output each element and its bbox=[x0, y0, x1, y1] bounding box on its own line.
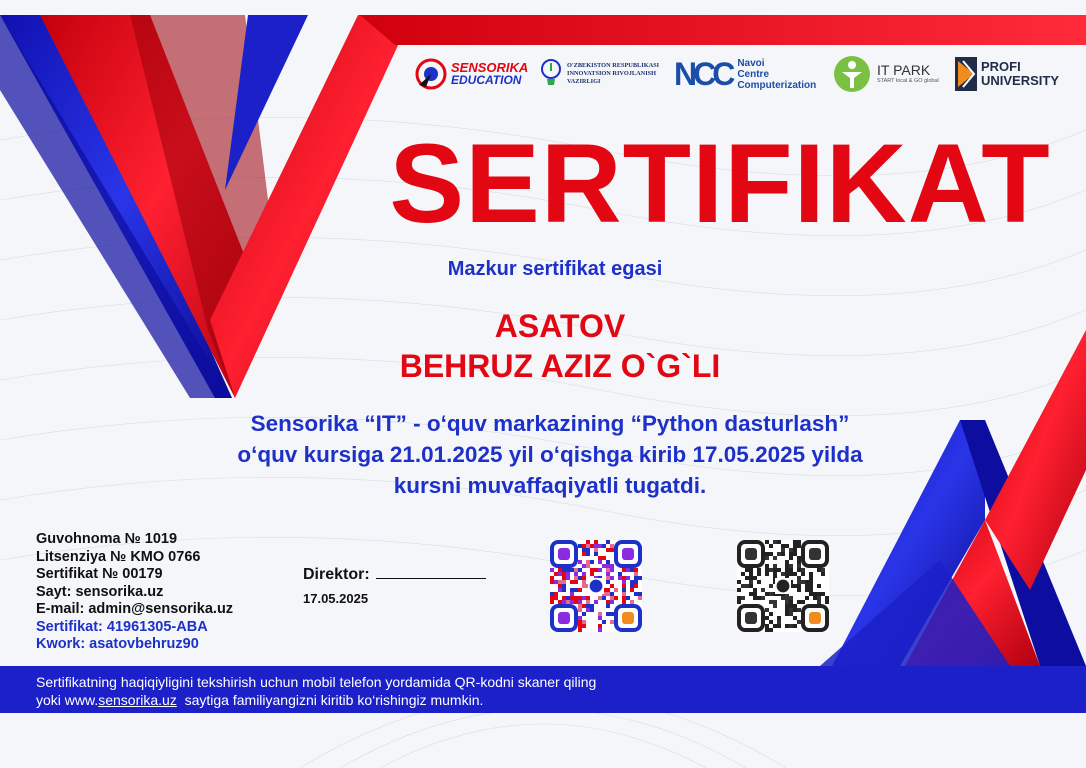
qr-code-color-icon[interactable] bbox=[550, 540, 642, 632]
certificate-title: SERTIFIKAT bbox=[389, 121, 1051, 246]
itpark-logo-icon bbox=[832, 54, 872, 94]
recipient-surname: ASATOV bbox=[494, 308, 626, 344]
sensorika-bottom-text: EDUCATION bbox=[451, 73, 522, 87]
sensorika-logo bbox=[414, 52, 532, 96]
ministry-line1: O'ZBEKISTON RESPUBLIKASI bbox=[567, 62, 660, 69]
itpark-tagline: START local & GO global bbox=[877, 78, 939, 84]
website-text: Sayt: sensorika.uz bbox=[36, 583, 164, 600]
footer-line2-post: saytiga familiyangizni kiritib ko‘rishingiz mumkin. bbox=[176, 692, 484, 708]
ncc-line1: Navoi bbox=[737, 57, 765, 69]
description-line3: kursni muvaffaqiyatli tugatdi. bbox=[393, 473, 707, 498]
ncc-logo-icon: NCC bbox=[674, 56, 732, 92]
ncc-logo bbox=[674, 52, 834, 96]
sensorika-logo-icon bbox=[414, 57, 448, 91]
profi-logo-icon bbox=[955, 57, 977, 91]
ncc-line3: Computerization bbox=[737, 79, 817, 91]
footer-line2-pre: yoki www. bbox=[36, 692, 99, 708]
description-line2: o‘quv kursiga 21.01.2025 yil o‘qishga kirib 17.05.2025 yilda bbox=[237, 442, 863, 467]
partner-logos bbox=[414, 52, 1078, 96]
certificate-info bbox=[36, 531, 233, 654]
description-line1: Sensorika “IT” - o‘quv markazining “Python dasturlash” bbox=[250, 411, 850, 436]
recipient-given-names: BEHRUZ AZIZ O`G`LI bbox=[399, 348, 721, 384]
profi-logo bbox=[955, 52, 1078, 96]
director-label: Direktor: bbox=[303, 566, 370, 583]
footer-website-link[interactable]: sensorika.uz bbox=[98, 692, 177, 708]
ministry-logo bbox=[538, 52, 670, 96]
ministry-line3: VAZIRLIGI bbox=[567, 78, 601, 85]
profi-line1: PROFI bbox=[981, 59, 1021, 74]
qr-code-black-icon[interactable] bbox=[737, 540, 829, 632]
footer-text bbox=[36, 673, 596, 709]
sertifikat-id-text: Sertifikat: 41961305-ABA bbox=[36, 618, 208, 635]
lightbulb-icon bbox=[538, 57, 564, 91]
profi-line2: UNIVERSITY bbox=[981, 73, 1060, 88]
email-text: E-mail: admin@sensorika.uz bbox=[36, 601, 234, 617]
litsenziya-text: Litsenziya № KMO 0766 bbox=[36, 548, 201, 565]
red-top-band bbox=[360, 15, 1086, 45]
itpark-name: IT PARK bbox=[877, 62, 931, 78]
sensorika-top-text: SENSORIKA bbox=[451, 60, 529, 75]
itpark-logo bbox=[832, 52, 950, 96]
holder-label: Mazkur sertifikat egasi bbox=[447, 258, 663, 280]
director-signature bbox=[303, 566, 486, 584]
footer-line1: Sertifikatning haqiqiyligini tekshirish uchun mobil telefon yordamida QR-kodni skaner qiling bbox=[36, 674, 597, 690]
ncc-line2: Centre bbox=[737, 68, 770, 80]
footer-line2 bbox=[36, 691, 596, 709]
guvohnoma-text: Guvohnoma № 1019 bbox=[36, 531, 178, 547]
ministry-line2: INNOVATSION RIVOJLANISH bbox=[567, 70, 657, 77]
kwork-text: Kwork: asatovbehruz90 bbox=[36, 636, 199, 652]
course-description bbox=[110, 408, 990, 501]
issue-date: 17.05.2025 bbox=[303, 591, 369, 606]
signature-line bbox=[376, 578, 486, 579]
sertifikat-number-text: Sertifikat № 00179 bbox=[36, 566, 163, 582]
